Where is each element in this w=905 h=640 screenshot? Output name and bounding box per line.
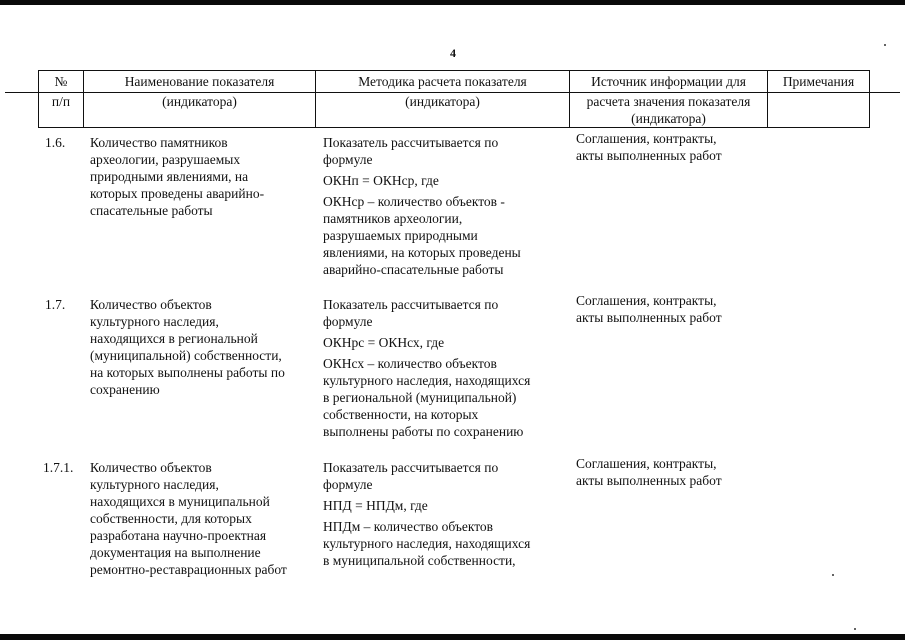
scan-border-bottom: [0, 634, 905, 640]
header-name: Наименование показателя (индикатора): [124, 74, 275, 109]
table-top-border: [38, 70, 870, 71]
indicator-name: Количество объектов культурного наследия, находящихся в региональной (муниципальной) собственности, на которых выполнены работы по сохранению: [90, 297, 285, 397]
header-num: № п/п: [51, 74, 71, 109]
header-source: Источник информации для расчета значения показателя (индикатора): [586, 74, 751, 126]
row-number: 1.6.: [45, 135, 66, 150]
page-number: 4: [450, 46, 456, 60]
table-border-right: [869, 70, 870, 128]
scan-speck: [854, 628, 856, 630]
calculation-method: Показатель рассчитывается по формуле НПД = НПДм, где НПДм – количество объектов культурного наследия, находящихся в муниципальной собственности,: [323, 460, 531, 568]
header-method: Методика расчета показателя (индикатора): [358, 74, 527, 109]
row-number: 1.7.1.: [43, 460, 74, 475]
calculation-method: Показатель рассчитывается по формуле ОКНп = ОКНср, где ОКНср – количество объектов - памятников археологии, разрушаемых природными явлениями, на которых проведены аварийно-спасательные работы: [323, 135, 521, 277]
calculation-method: Показатель рассчитывается по формуле ОКНрс = ОКНсх, где ОКНсх – количество объектов культурного наследия, находящихся в региональной (муниципальной) собственности, на которых выполнены работы по сохранению: [323, 297, 531, 439]
indicator-name: Количество объектов культурного наследия, находящихся в муниципальной собственности, для которых разработана научно-проектная документация на выполнение ремонтно-реставрационных работ: [90, 460, 287, 577]
information-source: Соглашения, контракты, акты выполненных работ: [576, 456, 722, 488]
scan-speck: [832, 574, 834, 576]
indicator-name: Количество памятников археологии, разрушаемых природными явлениями, на которых проведены аварийно- спасательные работы: [90, 135, 265, 218]
information-source: Соглашения, контракты, акты выполненных работ: [576, 293, 722, 325]
scan-border-top: [0, 0, 905, 5]
header-notes: Примечания: [782, 74, 855, 89]
table-header-bottom-border: [38, 127, 870, 128]
scan-speck: [884, 44, 886, 46]
row-number: 1.7.: [45, 297, 66, 312]
information-source: Соглашения, контракты, акты выполненных работ: [576, 131, 722, 163]
